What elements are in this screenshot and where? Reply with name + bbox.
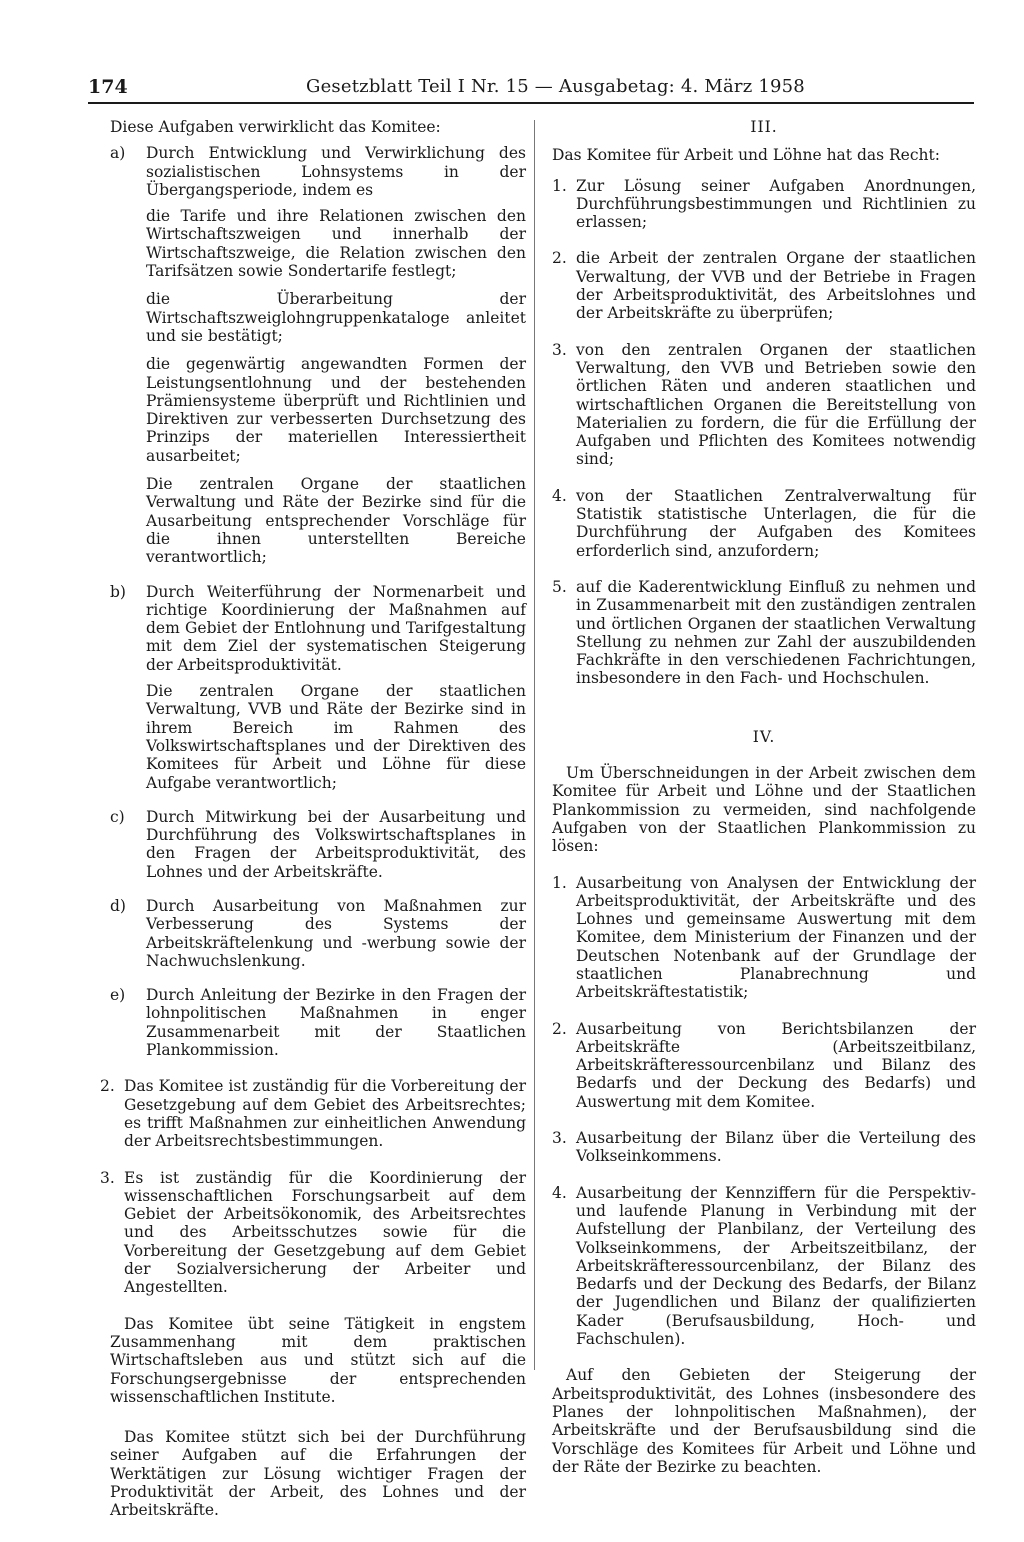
item-b-subparagraphs [146, 682, 526, 792]
item-number: 1. [552, 873, 567, 892]
numbered-item [552, 249, 976, 322]
section-heading: III. [750, 118, 778, 136]
item-number: 4. [552, 1183, 567, 1202]
numbered-item [552, 341, 976, 469]
sub-paragraph: Die zentralen Organe der staatlichen Verwaltung und Räte der Bezirke sind für die Ausarbeitung entsprechender Vorschläge für die ihnen unterstellten Bereiche verantwortlich; [146, 475, 526, 567]
sub-paragraph: die gegenwärtig angewandten Formen der Leistungsentlohnung und der bestehenden Prämiensysteme überprüft und Richtlinien und Direktiven zur verbesserten Durchsetzung des Prinzips der materiellen Interessiertheit ausarbeitet; [146, 355, 526, 465]
numbered-item [552, 578, 976, 688]
item-text: auf die Kaderentwicklung Einfluß zu nehmen und in Zusammenarbeit mit den zuständigen zentralen und örtlichen Organen der staatlichen Verwaltung Stellung zu nehmen zur Zahl der auszubildenden Fachkräfte in den verschiedenen Fachrichtungen, insbesondere in den Fach- und Hochschulen. [576, 577, 976, 688]
item-text: Zur Lösung seiner Aufgaben Anordnungen, Durchführungsbestimmungen und Richtlinien zu erlassen; [576, 176, 976, 232]
item-text: Ausarbeitung von Berichtsbilanzen der Arbeitskräfte (Arbeitszeitbilanz, Arbeitskräfteressourcenbilanz und Bilanz des Bedarfs und der Deckung des Bedarfs) und Auswertung mit dem Komitee. [576, 1019, 976, 1111]
paragraph: Das Komitee stützt sich bei der Durchführung seiner Aufgaben auf die Erfahrungen der Werktätigen zur Lösung wichtiger Fragen der Produktivität der Arbeit, des Lohnes und der Arbeitskräfte. [110, 1428, 526, 1520]
left-column [100, 118, 526, 1542]
numbered-item-2 [100, 1077, 526, 1150]
numbered-item-3 [100, 1169, 526, 1297]
section-intro: Das Komitee für Arbeit und Löhne hat das Recht: [552, 146, 940, 165]
item-text: die Arbeit der zentralen Organe der staatlichen Verwaltung, der VVB und der Betriebe in Fragen der Arbeitsproduktivität, des Arbeitslohnes und der Arbeitskräfte zu überprüfen; [576, 249, 976, 323]
page-header [88, 74, 974, 104]
item-text: Ausarbeitung der Bilanz über die Verteilung des Volkseinkommens. [576, 1129, 976, 1166]
item-text: Das Komitee ist zuständig für die Vorbereitung der Gesetzgebung auf dem Gebiet des Arbeitsrechtes; es trifft Maßnahmen zur einheitlichen Anwendung der Arbeitsrechtsbestimmungen. [124, 1077, 526, 1151]
sub-paragraph: die Tarife und ihre Relationen zwischen den Wirtschaftszweigen und innerhalb der Wirtschaftszweige, die Relation zwischen den Tarifsätzen sowie Sondertarife festlegt; [146, 207, 526, 281]
numbered-item [552, 1129, 976, 1166]
item-marker: a) [110, 144, 126, 163]
item-marker: b) [110, 582, 126, 601]
sub-paragraph: die Überarbeitung der Wirtschaftszweiglohngruppenkataloge anleitet und sie bestätigt; [146, 290, 526, 345]
item-marker: e) [110, 986, 126, 1005]
header-title: Gesetzblatt Teil I Nr. 15 — Ausgabetag: 4. März 1958 [306, 76, 805, 97]
item-text: Es ist zuständig für die Koordinierung der wissenschaftlichen Forschungsarbeit auf dem Gebiet der Arbeitsökonomik, des Arbeitsrechtes und des Arbeitsschutzes sowie für die Vorbereitung der Gesetzgebung auf dem Gebiet der Sozialversicherung der Arbeiter und Angestellten. [124, 1168, 526, 1297]
item-text: Ausarbeitung der Kennziffern für die Perspektiv- und laufende Planung in Verbindung mit der Aufstellung der Planbilanz, der Verteilung des Volkseinkommens, der Arbeitszeitbilanz, der Arbeitskräfteressourcenbilanz, der Bilanz des Bedarfs und der Deckung des Bedarfs, der Bilanz der Jugendlichen und Bilanz der qualifizierten Kader (Berufsausbildung, Hoch- und Fachschulen). [576, 1183, 976, 1349]
paragraph: Das Komitee übt seine Tätigkeit in engstem Zusammenhang mit dem praktischen Wirtschaftsleben aus und stützt sich auf die Forschungsergebnisse der entsprechenden wissenschaftlichen Institute. [110, 1314, 526, 1406]
item-text: Durch Entwicklung und Verwirklichung des sozialistischen Lohnsystems in der Übergangsperiode, indem es [146, 144, 526, 199]
item-text: Ausarbeitung von Analysen der Entwicklung der Arbeitsproduktivität, der Arbeitskräfte und des Lohnes und gemeinsame Auswertung mit dem Komitee, dem Ministerium der Finanzen und der Deutschen Notenbank auf der Grundlage der staatlichen Planabrechnung und Arbeitskräftestatistik; [576, 873, 976, 1002]
item-marker: c) [110, 807, 125, 826]
sub-paragraph: Die zentralen Organe der staatlichen Verwaltung, VVB und Räte der Bezirke sind in ihrem Bereich im Rahmen des Volkswirtschaftsplanes und der Direktiven des Komitees für Arbeit und Löhne für diese Aufgabe verantwortlich; [146, 682, 526, 792]
section-heading: IV. [752, 727, 776, 746]
page-number: 174 [88, 76, 128, 98]
section-intro: Um Überschneidungen in der Arbeit zwischen dem Komitee für Arbeit und Löhne und der Staatlichen Plankommission zu vermeiden, sind nachfolgende Aufgaben von der Staatlichen Plankommission zu lösen: [552, 764, 976, 856]
item-number: 2. [552, 1019, 567, 1038]
item-text: Durch Anleitung der Bezirke in den Fragen der lohnpolitischen Maßnahmen in enger Zusammenarbeit mit der Staatlichen Plankommission. [146, 986, 526, 1060]
item-text: von der Staatlichen Zentralverwaltung für Statistik statistische Unterlagen, die für die Durchführung der Aufgaben des Komitees erforderlich sind, anzufordern; [576, 486, 976, 560]
item-number: 3. [552, 1129, 567, 1148]
list-item-c [110, 808, 526, 881]
item-text: von den zentralen Organen der staatlichen Verwaltung, den VVB und Betrieben sowie den örtlichen Räten und anderen staatlichen und wirtschaftlichen Organen die Bereitstellung von Materialien zu fordern, die für die Erfüllung der Aufgaben und Pflichten des Komitees notwendig sind; [576, 340, 976, 469]
item-number: 5. [552, 577, 567, 596]
list-item-b [110, 583, 526, 792]
item-text: Durch Weiterführung der Normenarbeit und richtige Koordinierung der Maßnahmen auf dem Gebiet der Entlohnung und Tarifgestaltung mit dem Ziel der systematischen Steigerung der Arbeitsproduktivität. [146, 582, 526, 674]
item-marker: d) [110, 896, 126, 915]
numbered-item [552, 1184, 976, 1349]
item-number: 2. [552, 249, 567, 268]
list-item-d [110, 897, 526, 970]
numbered-item [552, 487, 976, 560]
numbered-item [552, 177, 976, 232]
item-number: 4. [552, 486, 567, 505]
item-text: Durch Ausarbeitung von Maßnahmen zur Verbesserung des Systems der Arbeitskräftelenkung und -werbung sowie der Nachwuchslenkung. [146, 896, 526, 970]
item-text: Durch Mitwirkung bei der Ausarbeitung und Durchführung des Volkswirtschaftsplanes in den Fragen der Arbeitsproduktivität, des Lohnes und der Arbeitskräfte. [146, 807, 526, 881]
item-number: 2. [100, 1077, 115, 1096]
numbered-item [552, 1020, 976, 1111]
item-number: 3. [100, 1168, 115, 1187]
column-divider [534, 120, 535, 1370]
list-item-e [110, 986, 526, 1059]
item-a-subparagraphs [146, 207, 526, 566]
list-item-a [110, 144, 526, 566]
right-column [552, 118, 976, 1498]
closing-paragraph: Auf den Gebieten der Steigerung der Arbeitsproduktivität, des Lohnes (insbesondere des Planes der lohnpolitischen Maßnahmen), der Arbeitskräfte und der Berufsausbildung sind die Vorschläge des Komitees für Arbeit und Löhne und der Räte der Bezirke zu beachten. [552, 1366, 976, 1476]
numbered-item [552, 874, 976, 1002]
left-lead: Diese Aufgaben verwirklicht das Komitee: [110, 118, 441, 136]
item-number: 3. [552, 340, 567, 359]
item-number: 1. [552, 176, 567, 195]
